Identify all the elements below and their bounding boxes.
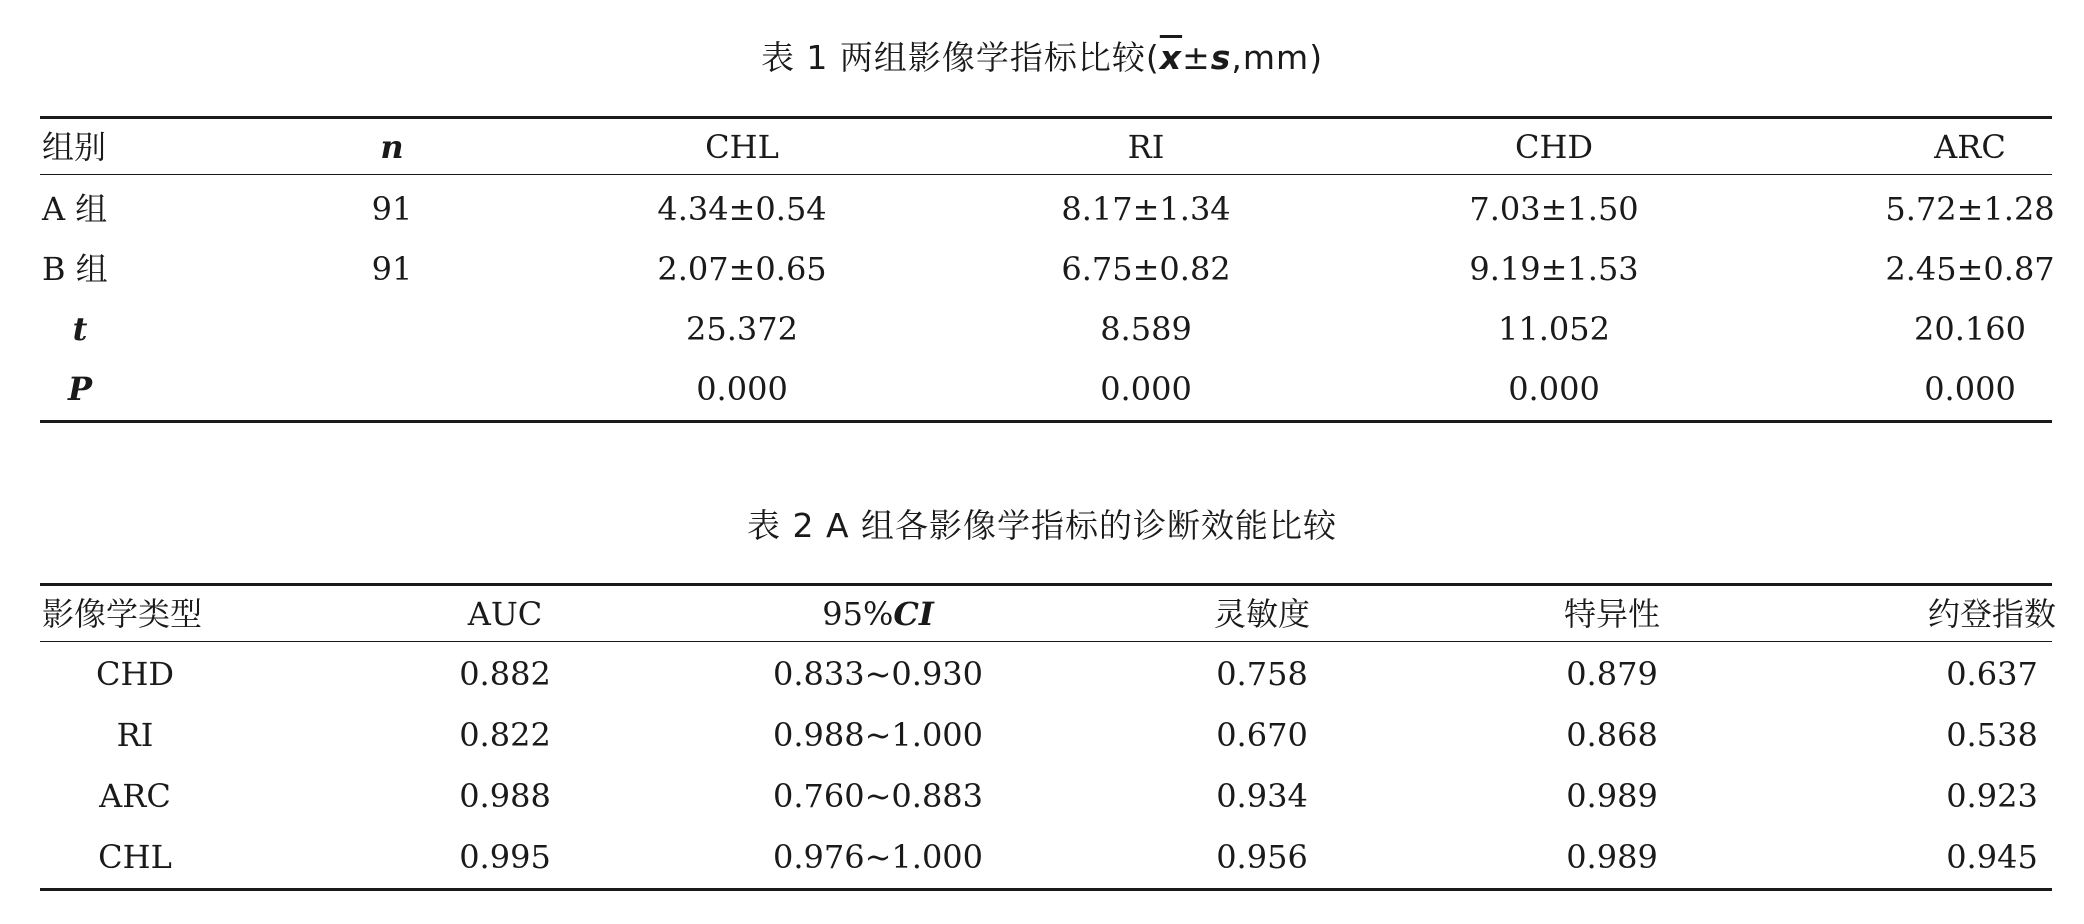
table-row bbox=[0, 645, 2084, 703]
table-1-caption bbox=[0, 32, 2084, 79]
cell-chl: 25.372 bbox=[686, 310, 798, 348]
cell-sensitivity: 0.934 bbox=[1216, 777, 1308, 815]
cell-specificity: 0.989 bbox=[1566, 838, 1658, 876]
cell-youden-index: 0.637 bbox=[1946, 655, 2038, 693]
table-row bbox=[0, 300, 2084, 358]
table-1-bottom-rule bbox=[40, 420, 2052, 423]
cell-auc: 0.995 bbox=[459, 838, 551, 876]
header-youden-index: 约登指数 bbox=[1927, 595, 2057, 633]
cell-ci: 0.976~1.000 bbox=[772, 838, 984, 876]
cell-sensitivity: 0.956 bbox=[1216, 838, 1308, 876]
row-label: A 组 bbox=[42, 190, 108, 228]
cell-youden-index: 0.538 bbox=[1946, 716, 2038, 754]
table-2-bottom-rule bbox=[40, 888, 2052, 891]
header-arc: ARC bbox=[1934, 128, 2006, 166]
cell-n: 91 bbox=[371, 190, 413, 228]
table-row bbox=[0, 360, 2084, 418]
cell-arc: 2.45±0.87 bbox=[1885, 250, 2055, 288]
cell-arc: 20.160 bbox=[1914, 310, 2026, 348]
cell-imaging-type: ARC bbox=[99, 777, 171, 815]
cell-chd: 9.19±1.53 bbox=[1469, 250, 1639, 288]
row-label-p: P bbox=[67, 370, 93, 408]
header-chl: CHL bbox=[705, 128, 779, 166]
header-group: 组别 bbox=[42, 128, 107, 166]
table-2-header-row bbox=[0, 585, 2084, 643]
cell-specificity: 0.868 bbox=[1566, 716, 1658, 754]
table-row bbox=[0, 828, 2084, 886]
header-imaging-type: 影像学类型 bbox=[42, 595, 203, 633]
caption-mean-symbol: $\overline{x}$ bbox=[1159, 38, 1183, 77]
table-1-header-row bbox=[0, 118, 2084, 176]
row-label-t: t bbox=[72, 310, 88, 348]
cell-ri: 8.17±1.34 bbox=[1061, 190, 1231, 228]
caption-sd-symbol: s bbox=[1210, 38, 1232, 77]
table-row bbox=[0, 240, 2084, 298]
header-n: n bbox=[380, 128, 404, 166]
cell-ci: 0.833~0.930 bbox=[772, 655, 984, 693]
cell-ci: 0.760~0.883 bbox=[772, 777, 984, 815]
header-chd: CHD bbox=[1514, 128, 1594, 166]
header-ci bbox=[822, 585, 934, 643]
cell-arc: 0.000 bbox=[1924, 370, 2016, 408]
cell-chd: 11.052 bbox=[1498, 310, 1610, 348]
cell-imaging-type: CHD bbox=[95, 655, 175, 693]
cell-chd: 7.03±1.50 bbox=[1469, 190, 1639, 228]
cell-auc: 0.882 bbox=[459, 655, 551, 693]
cell-youden-index: 0.945 bbox=[1946, 838, 2038, 876]
caption-text-start: 表 1 两组影像学指标比较( bbox=[760, 38, 1160, 77]
header-auc: AUC bbox=[467, 595, 543, 633]
cell-ci: 0.988~1.000 bbox=[772, 716, 984, 754]
caption-plus-minus: ± bbox=[1182, 38, 1211, 77]
cell-youden-index: 0.923 bbox=[1946, 777, 2038, 815]
table-row bbox=[0, 706, 2084, 764]
cell-ri: 8.589 bbox=[1100, 310, 1192, 348]
cell-chl: 0.000 bbox=[696, 370, 788, 408]
cell-specificity: 0.879 bbox=[1566, 655, 1658, 693]
table-row bbox=[0, 180, 2084, 238]
table-2-caption: 表 2 A 组各影像学指标的诊断效能比较 bbox=[746, 506, 1338, 545]
table-row bbox=[0, 767, 2084, 825]
header-sensitivity: 灵敏度 bbox=[1213, 595, 1311, 633]
header-ci-abbr: CI bbox=[893, 595, 934, 633]
header-specificity: 特异性 bbox=[1563, 595, 1661, 633]
cell-sensitivity: 0.758 bbox=[1216, 655, 1308, 693]
cell-n: 91 bbox=[371, 250, 413, 288]
cell-chl: 4.34±0.54 bbox=[657, 190, 827, 228]
cell-imaging-type: RI bbox=[116, 716, 154, 754]
header-ri: RI bbox=[1127, 128, 1165, 166]
cell-ri: 6.75±0.82 bbox=[1061, 250, 1231, 288]
cell-imaging-type: CHL bbox=[98, 838, 172, 876]
cell-ri: 0.000 bbox=[1100, 370, 1192, 408]
cell-auc: 0.988 bbox=[459, 777, 551, 815]
cell-sensitivity: 0.670 bbox=[1216, 716, 1308, 754]
row-label: B 组 bbox=[42, 250, 108, 288]
cell-arc: 5.72±1.28 bbox=[1885, 190, 2055, 228]
cell-auc: 0.822 bbox=[459, 716, 551, 754]
header-ci-percent: 95% bbox=[822, 595, 894, 633]
caption-text-end: ,mm) bbox=[1231, 38, 1324, 77]
cell-chl: 2.07±0.65 bbox=[657, 250, 827, 288]
cell-specificity: 0.989 bbox=[1566, 777, 1658, 815]
cell-chd: 0.000 bbox=[1508, 370, 1600, 408]
